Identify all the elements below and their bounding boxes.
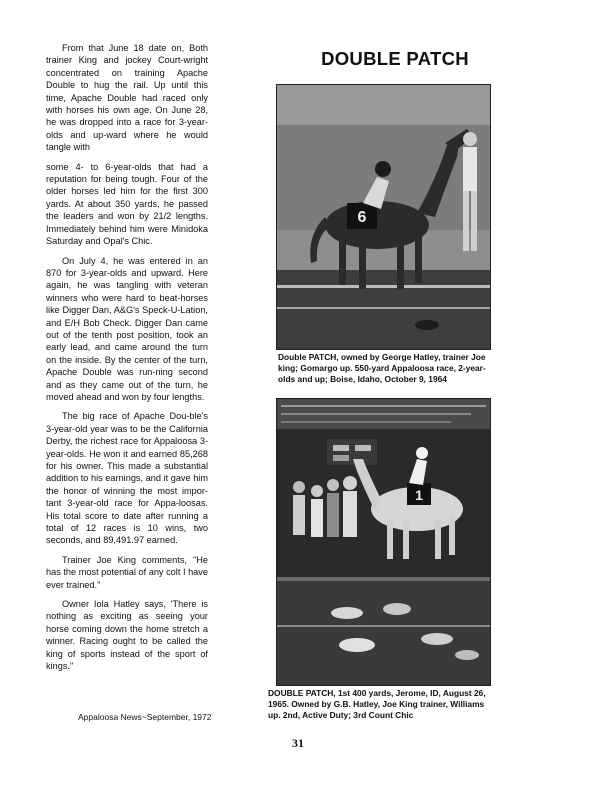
article-paragraph: From that June 18 date on, Both trainer King and jockey Court-wright concentrated on training Apache Double to hug the rail. Up until this time, Apache Double had raced only with horses his own age. On June 28, he was dropped into a race for 3-year-olds and up-ward where he would tangle with <box>46 43 208 153</box>
article-paragraph: The big race of Apache Dou-ble's 3-year-old year was to be the California Derby, the richest race for Appaloosa 3-year-olds. He won it and earned 85,268 for his owner. This made a substantial addition to his earnings, and it gave him the honor of winning the most impor-tant 3-year-old race for Appa-loosas. His total score to date after running a total of 12 races is 10 wins, two seconds, and 89,491.97 earned. <box>46 411 208 546</box>
photo-winner-jerome <box>276 398 491 686</box>
photo-caption: Double PATCH, owned by George Hatley, trainer Joe king; Gomargo up. 550-yard Appaloosa race, 2-year-olds and up; Boise, Idaho, October 9, 1964 <box>278 352 486 385</box>
photo-illustration <box>277 85 490 349</box>
article-paragraph: some 4- to 6-year-olds that had a reputation for being tough. Four of the older horses led him for the first 300 yards. At about 350 yards, he passed the leaders and won by 21/2 lengths. Immediately behind him were Minidoka Saturday and Opal's Chic. <box>46 161 208 247</box>
saddle-number: 6 <box>357 209 367 226</box>
photo-winner-boise <box>276 84 491 350</box>
article-column <box>46 42 208 680</box>
page-title: DOUBLE PATCH <box>321 48 469 69</box>
photo-illustration <box>277 399 490 685</box>
article-paragraph: Trainer Joe King comments, "He has the most potential of any colt I have ever trained." <box>46 554 208 590</box>
saddle-number: 1 <box>415 487 423 503</box>
source-credit: Appaloosa News~September, 1972 <box>78 712 212 722</box>
article-paragraph: Owner Iola Hatley says, 'There is nothing as exciting as seeing your horse coming down the home stretch a winner. Racing ought to be called the king of sports instead of the sport of kings." <box>46 599 208 672</box>
photo-caption: DOUBLE PATCH, 1st 400 yards, Jerome, ID, August 26, 1965. Owned by G.B. Hatley, Joe King trainer, Williams up. 2nd, Active Duty; 3rd Count Chic <box>268 688 486 721</box>
page-number: 31 <box>292 736 304 750</box>
article-paragraph: On July 4, he was entered in an 870 for 3-year-olds and upward. Here again, he was tangling with veteran winners who were hard to beat-horses like Digger Dan, A&G's Speck-U-Lation, and E/H Bob Check. Digger Dan came out of the tenth post position, took an early lead, and came around the turn on the inside. By the center of the turn, Apache Double was run-ning second and as they came out of the turn, he moved ahead and won by four lengths. <box>46 255 208 402</box>
